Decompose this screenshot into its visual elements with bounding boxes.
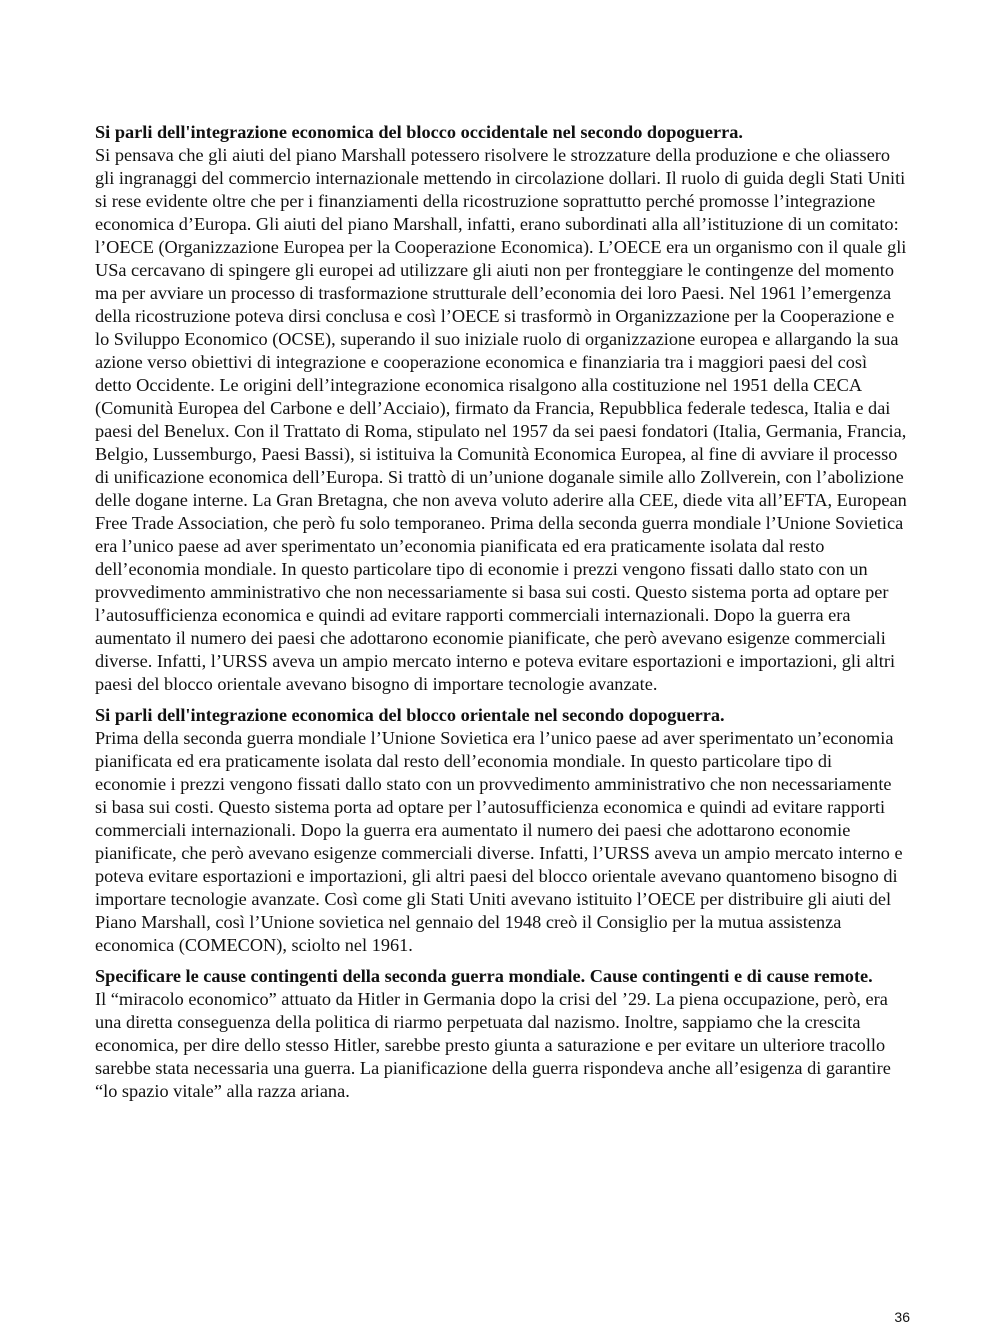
section-eastern-bloc bbox=[95, 704, 907, 957]
page-number: 36 bbox=[894, 1309, 910, 1325]
section-western-bloc bbox=[95, 121, 907, 696]
section-body: Si pensava che gli aiuti del piano Marshall potessero risolvere le strozzature della produzione e che oliassero gli ingranaggi del commercio internazionale mettendo in circolazione dollari. Il ruolo di guida degli Stati Uniti si rese evidente oltre che per i finanziamenti della ricostruzione soprattutto perché promosse l’integrazione economica d’Europa. Gli aiuti del piano Marshall, infatti, erano subordinati alla all’istituzione di un comitato: l’OECE (Organizzazione Europea per la Cooperazione Economica). L’OECE era un organismo con il quale gli USa cercavano di spingere gli europei ad utilizzare gli aiuti non per fronteggiare le contingenze del momento ma per avviare un processo di trasformazione strutturale dell’economia dei loro Paesi. Nel 1961 l’emergenza della ricostruzione poteva dirsi conclusa e così l’OECE si trasformò in Organizzazione per la Cooperazione e lo Sviluppo Economico (OCSE), superando il suo iniziale ruolo di organizzazione europea e allargando la sua azione verso obiettivi di integrazione e cooperazione economica e finanziaria tra i maggiori paesi del così detto Occidente. Le origini dell’integrazione economica risalgono alla costituzione nel 1951 della CECA (Comunità Europea del Carbone e dell’Acciaio), firmato da Francia, Repubblica federale tedesca, Italia e dai paesi del Benelux. Con il Trattato di Roma, stipulato nel 1957 da sei paesi fondatori (Italia, Germania, Francia, Belgio, Lussemburgo, Paesi Bassi), si istituiva la Comunità Economica Europea, al fine di avviare il processo di unificazione economica dell’Europa. Si trattò di un’unione doganale simile allo Zollverein, con l’abolizione delle dogane interne. La Gran Bretagna, che non aveva voluto aderire alla CEE, diede vita all’EFTA, European Free Trade Association, che però fu solo temporaneo. Prima della seconda guerra mondiale l’Unione Sovietica era l’unico paese ad aver sperimentato un’economia pianificata ed era praticamente isolata dal resto dell’economia mondiale. In questo particolare tipo di economie i prezzi vengono fissati dallo stato con un provvedimento amministrativo che non necessariamente si basa sui costi. Questo sistema porta ad optare per l’autosufficienza economica e quindi ad evitare rapporti commerciali internazionali. Dopo la guerra era aumentato il numero dei paesi che adottarono economie pianificate, che però avevano esigenze commerciali diverse. Infatti, l’URSS aveva un ampio mercato interno e poteva evitare esportazioni e importazioni, gli altri paesi del blocco orientale avevano bisogno di importare tecnologie avanzate. bbox=[95, 145, 907, 694]
section-heading: Si parli dell'integrazione economica del blocco occidentale nel secondo dopoguerra. bbox=[95, 122, 743, 142]
section-heading: Si parli dell'integrazione economica del blocco orientale nel secondo dopoguerra. bbox=[95, 705, 725, 725]
section-heading: Specificare le cause contingenti della seconda guerra mondiale. Cause contingenti e di cause remote. bbox=[95, 966, 873, 986]
section-ww2-causes bbox=[95, 965, 907, 1103]
section-body: Il “miracolo economico” attuato da Hitler in Germania dopo la crisi del ’29. La piena occupazione, però, era una diretta conseguenza della politica di riarmo perpetuata dal nazismo. Inoltre, sappiamo che la crescita economica, per dire dello stesso Hitler, sarebbe presto giunta a saturazione e per evitare un ulteriore tracollo sarebbe stata necessaria una guerra. La pianificazione della guerra rispondeva anche all’esigenza di garantire “lo spazio vitale” alla razza ariana. bbox=[95, 989, 891, 1101]
document-page bbox=[95, 121, 907, 1111]
section-body: Prima della seconda guerra mondiale l’Unione Sovietica era l’unico paese ad aver sperimentato un’economia pianificata ed era praticamente isolata dal resto dell’economia mondiale. In questo particolare tipo di economie i prezzi vengono fissati dallo stato con un provvedimento amministrativo che non necessariamente si basa sui costi. Questo sistema porta ad optare per l’autosufficienza economica e quindi ad evitare rapporti commerciali internazionali. Dopo la guerra era aumentato il numero dei paesi che adottarono economie pianificate, che però avevano esigenze commerciali diverse. Infatti, l’URSS aveva un ampio mercato interno e poteva evitare esportazioni e importazioni, gli altri paesi del blocco orientale avevano quantomeno bisogno di importare tecnologie avanzate. Così come gli Stati Uniti avevano istituito l’OECE per distribuire gli aiuti del Piano Marshall, così l’Unione sovietica nel gennaio del 1948 creò il Consiglio per la mutua assistenza economica (COMECON), sciolto nel 1961. bbox=[95, 728, 903, 955]
